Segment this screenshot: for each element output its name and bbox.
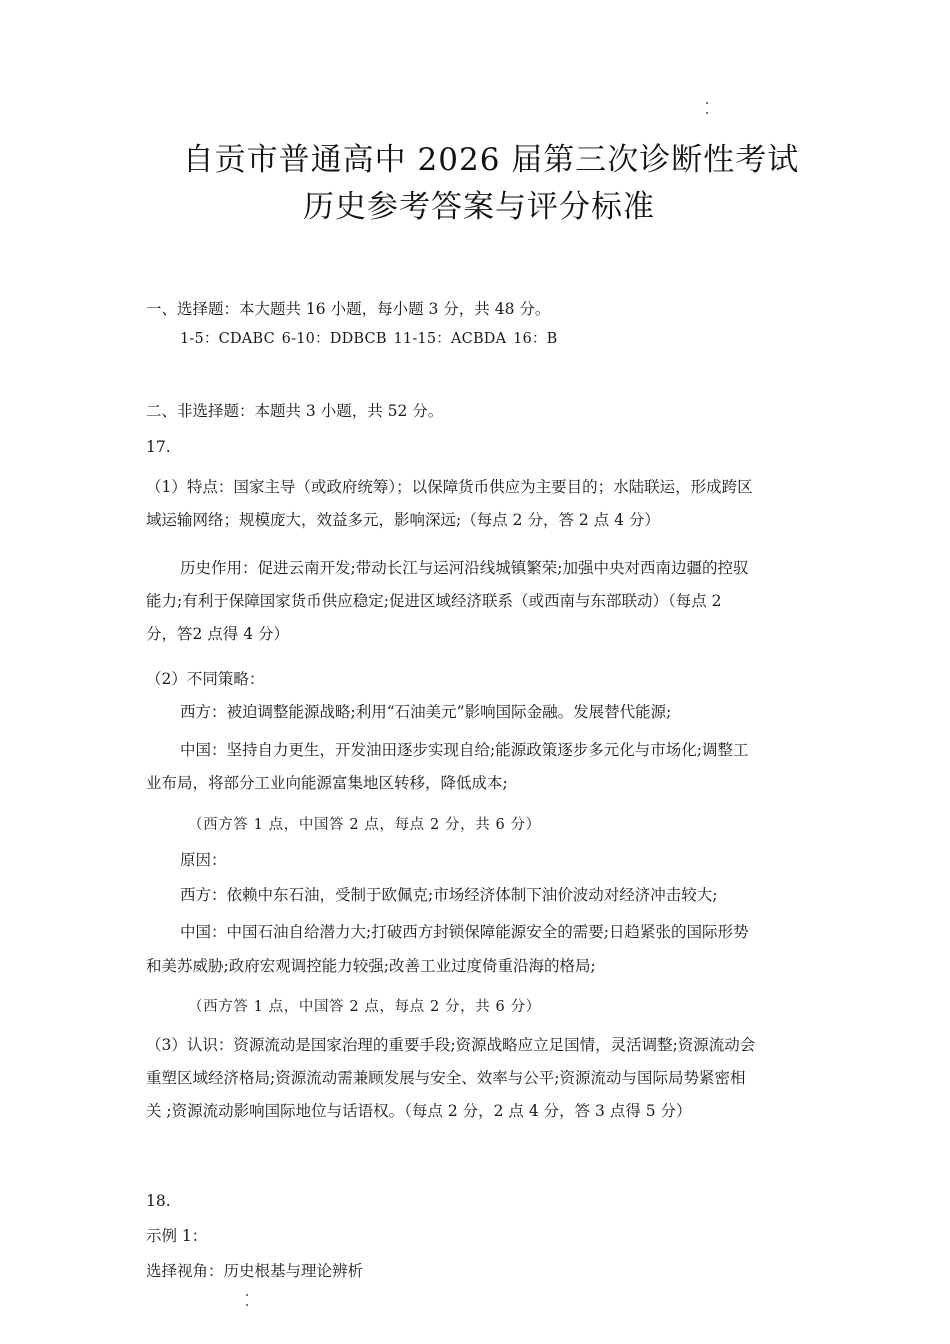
choice-answers: 1-5：CDABC 6-10：DDBCB 11-15：ACBDA 16：B: [180, 331, 558, 347]
q17-part2-score2: （西方答 1 点，中国答 2 点，每点 2 分，共 6 分）: [188, 999, 541, 1015]
q17-part2-heading: （2）不同策略：: [146, 670, 265, 688]
q17-part2-west: 西方：被迫调整能源战略;利用“石油美元”影响国际金融。发展替代能源;: [180, 703, 672, 721]
q17-part2-china-line1: 中国：坚持自力更生，开发油田逐步实现自给;能源政策逐步多元化与市场化;调整工: [180, 741, 749, 759]
q18-example: 示例 1：: [146, 1227, 208, 1245]
q17-part3-line3: 关 ;资源流动影响国际地位与话语权。（每点 2 分，2 点 4 分，答 3 点得 5 分）: [146, 1102, 692, 1120]
section1-heading: 一、选择题：本大题共 16 小题，每小题 3 分，共 48 分。: [146, 300, 551, 318]
q17-reason-china-line1: 中国：中国石油自给潜力大;打破西方封锁保障能源安全的需要;日趋紧张的国际形势: [180, 923, 749, 941]
q17-reason-heading: 原因：: [180, 851, 227, 869]
q17-reason-china-line2: 和美苏威胁;政府宏观调控能力较强;改善工业过度倚重沿海的格局;: [146, 957, 596, 975]
q17-part1-line1: （1）特点：国家主导（或政府统筹）；以保障货币供应为主要目的；水陆联运，形成跨区: [146, 478, 753, 496]
q17-role-line1: 历史作用：促进云南开发;带动长江与运河沿线城镇繁荣;加强中央对西南边疆的控驭: [180, 559, 749, 577]
q17-role-line2: 能力;有利于保障国家货币供应稳定;促进区域经济联系（或西南与东部联动）（每点 2: [146, 592, 722, 610]
q17-part2-score1: （西方答 1 点，中国答 2 点，每点 2 分，共 6 分）: [188, 817, 541, 833]
document-subtitle: 历史参考答案与评分标准: [303, 189, 655, 225]
q17-part3-line2: 重塑区域经济格局;资源流动需兼顾发展与安全、效率与公平;资源流动与国际局势紧密相: [146, 1069, 746, 1087]
page-marker-bottom: [246, 1294, 249, 1314]
page-marker-top: [706, 102, 709, 122]
q17-part3-line1: （3）认识：资源流动是国家治理的重要手段;资源战略应立足国情，灵活调整;资源流动会: [146, 1036, 756, 1054]
q17-role-line3: 分，答2 点得 4 分）: [146, 625, 290, 643]
q17-part2-china-line2: 业布局，将部分工业向能源富集地区转移，降低成本;: [146, 774, 508, 792]
q17-part1-line2: 域运输网络；规模庞大，效益多元，影响深远;（每点 2 分，答 2 点 4 分）: [146, 511, 660, 529]
q18-number: 18.: [146, 1192, 171, 1210]
q17-reason-west: 西方：依赖中东石油，受制于欧佩克;市场经济体制下油价波动对经济冲击较大;: [180, 886, 718, 904]
section2-heading: 二、非选择题：本题共 3 小题，共 52 分。: [146, 402, 444, 420]
q17-number: 17.: [146, 438, 171, 456]
document-title: 自贡市普通高中 2026 届第三次诊断性考试: [182, 142, 800, 178]
q18-perspective: 选择视角：历史根基与理论辨析: [146, 1262, 364, 1280]
